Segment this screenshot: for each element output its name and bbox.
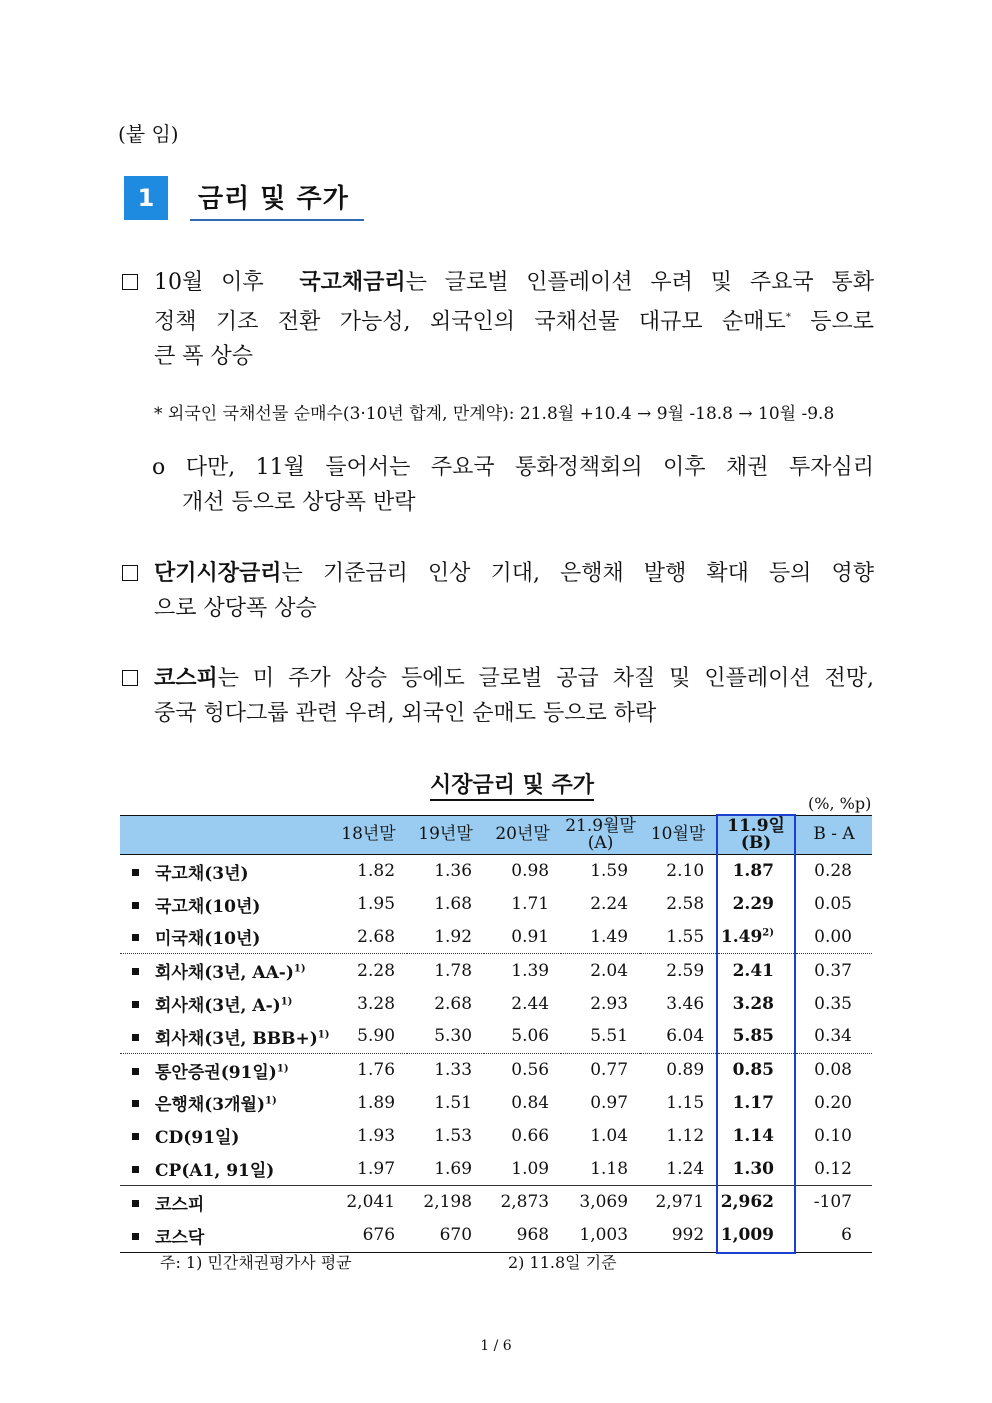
table-cell: 1.14 <box>717 1119 795 1152</box>
table-cell: 2,198 <box>407 1185 484 1218</box>
section-title: 금리 및 주가 <box>198 184 349 214</box>
table-cell: 1.30 <box>717 1152 795 1185</box>
row-label: 미국채(10년) <box>120 921 330 954</box>
table-row <box>120 1020 872 1053</box>
table-cell: 5.51 <box>590 1026 629 1047</box>
row-label: 회사채(3년, A-)$^{1)}$ <box>120 987 330 1020</box>
table-cell: 0.10 <box>814 1125 852 1146</box>
table-cell: 1,003 <box>561 1219 640 1253</box>
table-cell: 0.84 <box>511 1092 550 1113</box>
table-cell: 1.89 <box>357 1092 396 1113</box>
table-cell: 0.56 <box>484 1053 561 1086</box>
table-cell: 0.97 <box>590 1092 629 1113</box>
table-cell: 1.78 <box>407 954 484 987</box>
table-cell: 0.89 <box>640 1053 717 1086</box>
table-cell: 2,962 <box>717 1185 795 1218</box>
table-cell: 3.28 <box>717 987 795 1020</box>
table-cell: 1.93 <box>357 1125 396 1146</box>
table-cell: 0.98 <box>511 861 550 882</box>
square-bullet-icon <box>132 1166 139 1173</box>
table-cell: 2,041 <box>330 1185 407 1218</box>
square-bullet-icon <box>132 1100 139 1107</box>
p1-line1: 10월 이후 국고채금리는 글로벌 인플레이션 우려 및 주요국 통화 <box>154 269 874 295</box>
table-cell: 0.28 <box>814 861 852 882</box>
p3-line2: 중국 헝다그룹 관련 우려, 외국인 순매도 등으로 하락 <box>154 701 657 726</box>
p1-line3: 큰 폭 상승 <box>154 344 253 370</box>
row-label: CP(A1, 91일) <box>120 1152 330 1185</box>
checkbox-bullet-icon <box>122 565 138 581</box>
square-bullet-icon <box>132 902 139 909</box>
table-cell: 2.68 <box>357 926 396 947</box>
table-cell: 2,971 <box>640 1185 717 1218</box>
table-cell: 0.35 <box>814 993 852 1014</box>
header-20: 20년말 <box>484 815 561 855</box>
paragraph-kospi <box>120 661 874 731</box>
table-footnote-2: 2) 11.8일 기준 <box>508 1253 617 1272</box>
table-cell: 3,069 <box>561 1185 640 1218</box>
table-cell: 5.30 <box>434 1026 473 1047</box>
table-cell: 1.51 <box>434 1092 473 1113</box>
row-label: 코스피 <box>120 1185 330 1218</box>
table-row <box>120 921 872 954</box>
table-cell: 0.77 <box>561 1053 640 1086</box>
row-label: 국고채(10년) <box>120 888 330 921</box>
row-label: 국고채(3년) <box>120 855 330 888</box>
table-cell: 1.49$^{2)}$ <box>717 921 795 954</box>
row-label: CD(91일) <box>120 1119 330 1152</box>
square-bullet-icon <box>132 1001 139 1008</box>
table-cell: 2.44 <box>511 993 550 1014</box>
square-bullet-icon <box>132 1034 139 1041</box>
table-cell: 1.15 <box>666 1092 705 1113</box>
table-row <box>120 888 872 921</box>
table-cell: 992 <box>640 1219 717 1253</box>
table-cell: 1.92 <box>434 926 473 947</box>
attachment-label: (붙 임) <box>118 122 179 146</box>
table-cell: 0.12 <box>814 1158 852 1179</box>
table-row <box>120 1053 872 1086</box>
table-cell: 0.08 <box>795 1053 872 1086</box>
table-cell: 2.04 <box>561 954 640 987</box>
table-row <box>120 954 872 987</box>
table-cell: 2.28 <box>330 954 407 987</box>
table-header-row <box>120 815 872 855</box>
section-number-badge: 1 <box>124 176 168 220</box>
table-cell: 1.39 <box>484 954 561 987</box>
table-row <box>120 1087 872 1120</box>
checkbox-bullet-icon <box>122 274 138 290</box>
sub-paragraph <box>152 450 874 520</box>
table-cell: 6.04 <box>666 1026 705 1047</box>
table-cell: 2.58 <box>666 894 705 915</box>
row-label: 은행채(3개월)$^{1)}$ <box>120 1087 330 1120</box>
square-bullet-icon <box>132 1233 139 1240</box>
table-row <box>120 1119 872 1152</box>
row-label: 코스닥 <box>120 1219 330 1253</box>
sub1-line1: o 다만, 11월 들어서는 주요국 통화정책회의 이후 채권 투자심리 <box>152 455 874 480</box>
table-cell: 0.85 <box>717 1053 795 1086</box>
table-cell: 2.29 <box>717 888 795 921</box>
table-cell: 2.68 <box>434 993 473 1014</box>
table-cell: 1.09 <box>511 1158 550 1179</box>
table-row <box>120 1152 872 1185</box>
p2-line2: 으로 상당폭 상승 <box>154 596 317 621</box>
table-cell: 968 <box>484 1219 561 1253</box>
table-cell: 1.36 <box>434 861 473 882</box>
square-bullet-icon <box>132 1133 139 1140</box>
table-cell: 1.33 <box>407 1053 484 1086</box>
square-bullet-icon <box>132 869 139 876</box>
table-row <box>120 1185 872 1218</box>
table-cell: 1.87 <box>717 855 795 888</box>
header-b: 11.9일 (B) <box>717 815 795 855</box>
p3-line1: 코스피는 미 주가 상승 등에도 글로벌 공급 차질 및 인플레이션 전망, <box>154 665 874 691</box>
table-cell: 1.71 <box>511 894 550 915</box>
table-cell: 2.59 <box>640 954 717 987</box>
table-cell: 1.24 <box>666 1158 705 1179</box>
table-cell: 5.90 <box>357 1026 396 1047</box>
row-label: 통안증권(91일)$^{1)}$ <box>120 1053 330 1086</box>
square-bullet-icon <box>132 968 139 975</box>
table-cell: 0.05 <box>814 894 852 915</box>
table-cell: 1.53 <box>434 1125 473 1146</box>
table-cell: 1.68 <box>434 894 473 915</box>
checkbox-bullet-icon <box>122 670 138 686</box>
table-cell: 6 <box>795 1219 872 1253</box>
header-19: 19년말 <box>407 815 484 855</box>
table-cell: 0.00 <box>814 926 852 947</box>
table-title: 시장금리 및 주가 <box>0 768 992 799</box>
table-cell: 5.85 <box>717 1020 795 1053</box>
table-cell: 1.82 <box>357 861 396 882</box>
table-cell: -107 <box>795 1185 872 1218</box>
table-cell: 2.24 <box>590 894 629 915</box>
table-cell: 3.46 <box>666 993 705 1014</box>
header-18: 18년말 <box>330 815 407 855</box>
table-row <box>120 1219 872 1253</box>
table-cell: 0.37 <box>795 954 872 987</box>
table-unit: (%, %p) <box>808 794 872 813</box>
table-cell: 1,009 <box>717 1219 795 1253</box>
header-oct: 10월말 <box>640 815 717 855</box>
paragraph-short-rates <box>120 556 874 626</box>
table-cell: 2.10 <box>666 861 705 882</box>
table-cell: 1.97 <box>357 1158 396 1179</box>
table-cell: 2.41 <box>717 954 795 987</box>
footnote-foreign-futures: * 외국인 국채선물 순매수(3·10년 합계, 만계약): 21.8월 +10.4 → 9월 -18.8 → 10월 -9.8 <box>154 404 835 424</box>
table-footnote-1: 주: 1) 민간채권평가사 평균 <box>160 1253 352 1272</box>
table-cell: 1.55 <box>666 926 705 947</box>
table-cell: 676 <box>330 1219 407 1253</box>
square-bullet-icon <box>132 1068 139 1075</box>
p2-line1: 단기시장금리는 기준금리 인상 기대, 은행채 발행 확대 등의 영향 <box>154 560 874 586</box>
table-cell: 3.28 <box>357 993 396 1014</box>
header-diff: B - A <box>795 815 872 855</box>
header-a: 21.9월말 (A) <box>561 815 640 855</box>
p1-line2: 정책 기조 전환 가능성, 외국인의 국채선물 대규모 순매도* 등으로 <box>154 309 874 335</box>
table-cell: 0.20 <box>814 1092 852 1113</box>
table-cell: 1.12 <box>666 1125 705 1146</box>
table-cell: 5.06 <box>511 1026 550 1047</box>
table-cell: 0.34 <box>814 1026 852 1047</box>
table-cell: 1.95 <box>357 894 396 915</box>
table-cell: 1.18 <box>590 1158 629 1179</box>
table-cell: 0.66 <box>511 1125 550 1146</box>
table-cell: 670 <box>407 1219 484 1253</box>
table-cell: 1.04 <box>590 1125 629 1146</box>
table-cell: 1.49 <box>590 926 629 947</box>
page-number: 1 / 6 <box>480 1338 512 1354</box>
section-title-underline <box>190 219 364 221</box>
table-cell: 0.91 <box>511 926 550 947</box>
table-row <box>120 855 872 888</box>
market-rates-table <box>120 814 872 1254</box>
row-label: 회사채(3년, AA-)$^{1)}$ <box>120 954 330 987</box>
table-cell: 1.17 <box>717 1087 795 1120</box>
table-cell: 1.76 <box>330 1053 407 1086</box>
table-cell: 2.93 <box>590 993 629 1014</box>
square-bullet-icon <box>132 934 139 941</box>
table-cell: 1.69 <box>434 1158 473 1179</box>
table-cell: 1.59 <box>590 861 629 882</box>
sub1-line2: 개선 등으로 상당폭 반락 <box>182 490 416 515</box>
row-label: 회사채(3년, BBB+)$^{1)}$ <box>120 1020 330 1053</box>
square-bullet-icon <box>132 1200 139 1207</box>
table-cell: 2,873 <box>484 1185 561 1218</box>
header-label <box>120 815 330 855</box>
paragraph-kospi-bonds <box>120 265 874 374</box>
table-row <box>120 987 872 1020</box>
